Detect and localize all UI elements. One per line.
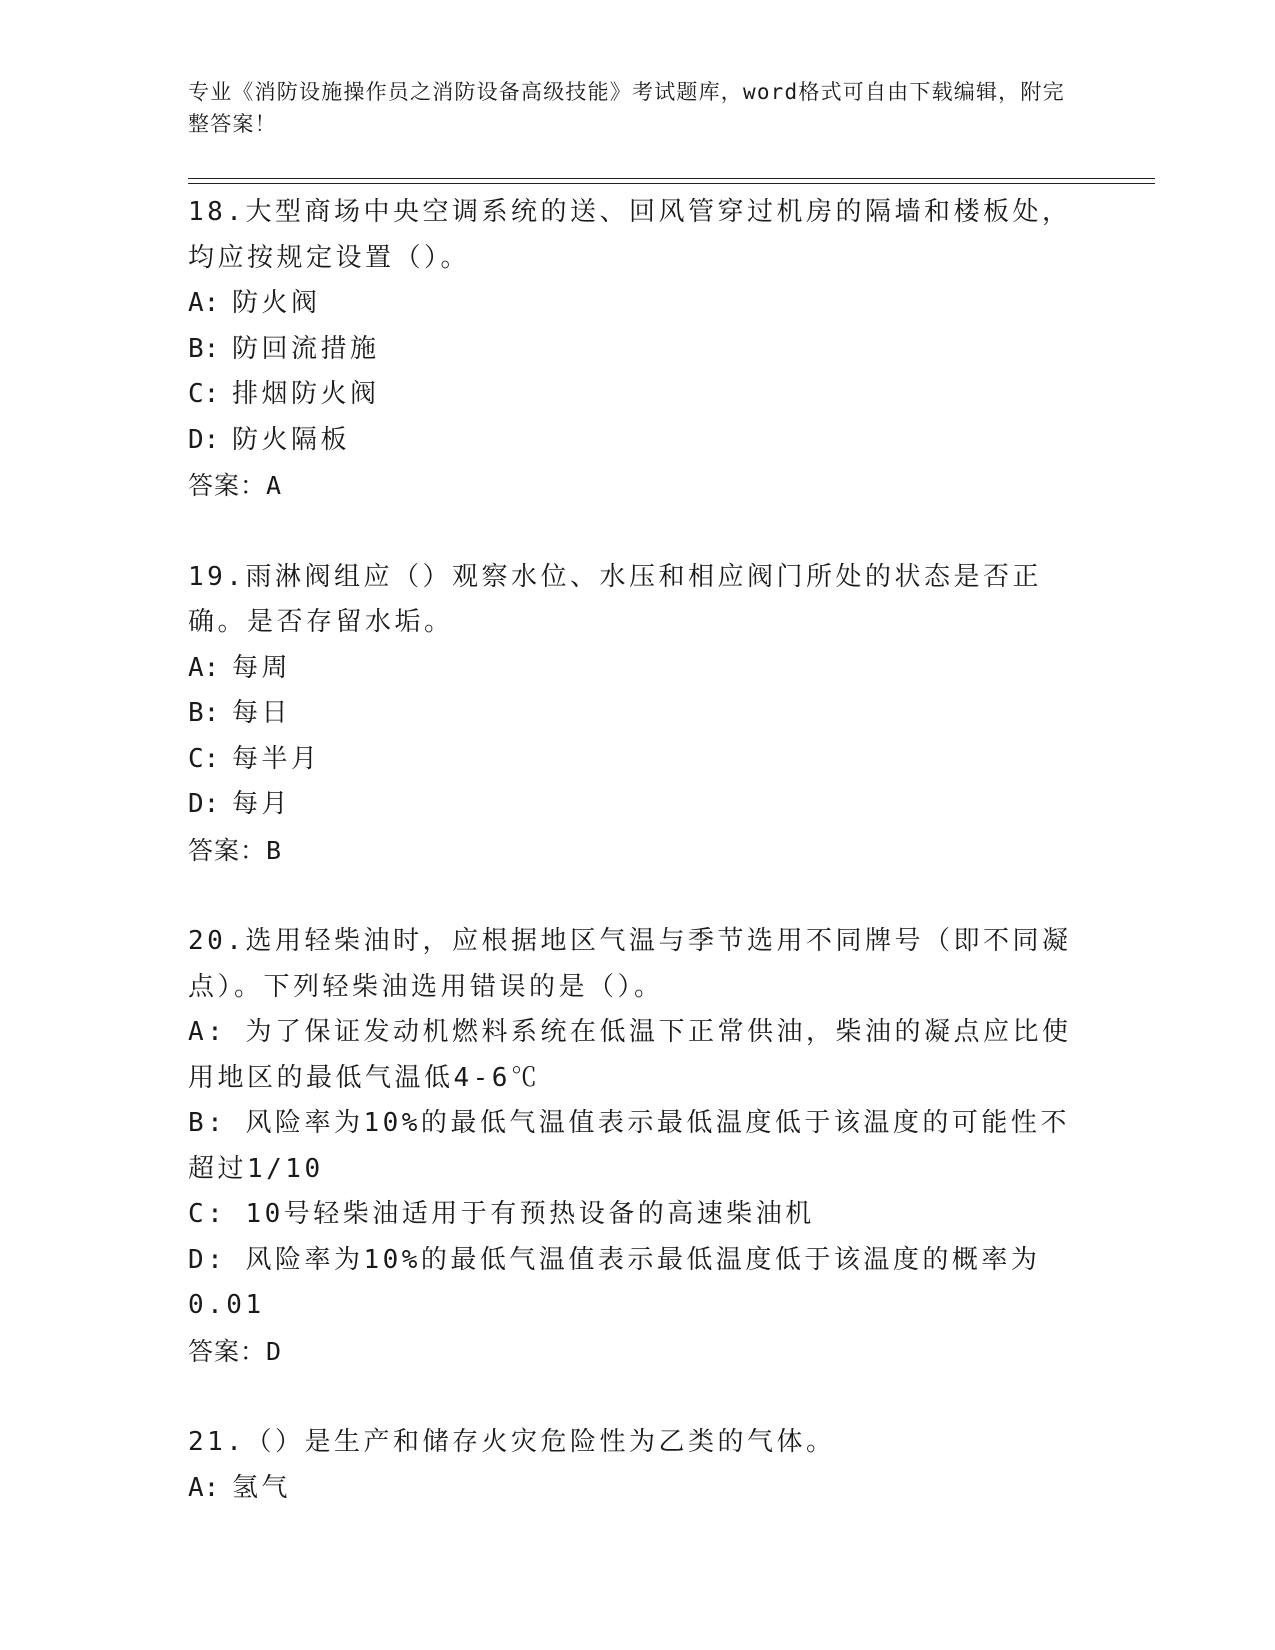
question-stem: 18.大型商场中央空调系统的送、回风管穿过机房的隔墙和楼板处，均应按规定设置（）。	[188, 197, 1072, 273]
answer-label: 答案：	[188, 471, 267, 500]
answer-value: B	[266, 835, 283, 865]
option-text: 风险率为10%的最低气温值表示最低温度低于该温度的概率为0.01	[188, 1244, 1041, 1320]
answer-label: 答案：	[188, 835, 267, 865]
answer-line	[188, 463, 1088, 509]
question-19	[188, 555, 1088, 874]
option-letter: C:	[188, 743, 220, 774]
option-letter: A:	[188, 288, 220, 318]
option-letter: A:	[188, 1017, 227, 1047]
question-stem: 21.（）是生产和储存火灾危险性为乙类的气体。	[188, 1427, 836, 1457]
option-text: 防回流措施	[232, 333, 380, 364]
option-letter: B:	[188, 698, 220, 728]
question-18	[188, 190, 1088, 509]
option-text: 排烟防火阀	[232, 379, 380, 409]
answer-value: A	[266, 471, 283, 500]
option-letter: D:	[188, 424, 220, 455]
answer-value: D	[266, 1336, 283, 1366]
answer-line	[188, 1329, 1088, 1375]
document-header	[188, 76, 1068, 140]
option-c	[188, 1192, 1088, 1238]
question-21	[188, 1420, 1088, 1511]
question-20	[188, 919, 1088, 1374]
option-b	[188, 1101, 1088, 1192]
option-d	[188, 418, 1088, 464]
option-letter: D:	[188, 789, 220, 819]
question-stem: 19.雨淋阀组应（）观察水位、水压和相应阀门所处的状态是否正确。是否存留水垢。	[188, 561, 1042, 637]
option-a	[188, 1010, 1088, 1101]
question-stem: 20.选用轻柴油时，应根据地区气温与季节选用不同牌号（即不同凝点）。下列轻柴油选用错误的是（）。	[188, 926, 1072, 1002]
option-text: 氢气	[232, 1472, 292, 1503]
option-text: 防火阀	[232, 288, 321, 318]
question-list	[188, 190, 1088, 1557]
option-a	[188, 281, 1088, 327]
option-text: 每月	[232, 789, 292, 819]
header-text: 专业《消防设施操作员之消防设备高级技能》考试题库，word格式可自由下载编辑，附完整答案！	[188, 80, 1065, 136]
option-c	[188, 372, 1088, 418]
option-letter: B:	[188, 1108, 227, 1138]
option-d	[188, 782, 1088, 828]
option-text: 风险率为10%的最低气温值表示最低温度低于该温度的可能性不超过1/10	[188, 1108, 1070, 1184]
option-d	[188, 1238, 1088, 1329]
option-letter: C:	[188, 379, 220, 409]
option-text: 每周	[232, 652, 292, 683]
answer-line	[188, 828, 1088, 874]
option-text: 为了保证发动机燃料系统在低温下正常供油，柴油的凝点应比使用地区的最低气温低4-6℃	[188, 1017, 1072, 1093]
option-b	[188, 691, 1088, 737]
option-text: 每半月	[232, 743, 321, 774]
option-text: 10号轻柴油适用于有预热设备的高速柴油机	[245, 1199, 815, 1229]
option-letter: B:	[188, 333, 220, 364]
option-text: 防火隔板	[232, 424, 351, 455]
option-letter: C:	[188, 1199, 227, 1229]
option-c	[188, 737, 1088, 783]
option-a	[188, 646, 1088, 692]
option-letter: A:	[188, 652, 220, 683]
option-letter: A:	[188, 1472, 220, 1503]
option-b	[188, 327, 1088, 373]
header-divider-top	[188, 178, 1155, 179]
option-text: 每日	[232, 698, 292, 728]
option-letter: D:	[188, 1244, 227, 1275]
option-a	[188, 1466, 1088, 1512]
header-divider-bottom	[188, 183, 1155, 184]
answer-label: 答案：	[188, 1336, 267, 1366]
